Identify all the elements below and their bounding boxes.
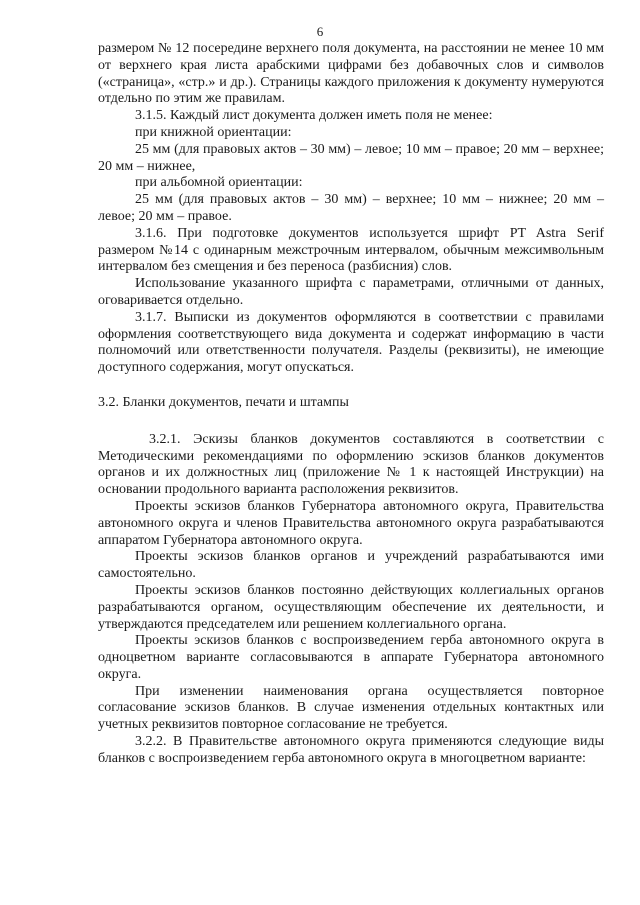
paragraph-landscape-label: при альбомной ориентации: xyxy=(135,175,303,191)
section-heading: 3.2. Бланки документов, печати и штампы xyxy=(98,394,349,410)
paragraph-margins-intro: 3.1.5. Каждый лист документа должен иметь поля не менее: xyxy=(135,108,493,124)
paragraph-page-numbering: размером № 12 посередине верхнего поля документа, на расстоянии не менее 10 мм от верхнего края листа арабскими цифрами без добавочных слов и символов («страница», «стр.» и др.). Страницы каждого приложения к документу нумеруются отдельно по этим же правилам. xyxy=(98,41,604,107)
paragraph-rename-approval: При изменении наименования органа осуществляется повторное согласование эскизов бланков. В случае изменения отдельных контактных или учетных реквизитов повторное согласование не требуется. xyxy=(98,683,604,733)
page-number: 6 xyxy=(316,24,324,39)
paragraph-coat-of-arms-blanks: Проекты эскизов бланков с воспроизведением герба автономного округа в одноцветном варианте согласовываются в аппарате Губернатора автономного округа. xyxy=(98,633,604,682)
paragraph-extracts: 3.1.7. Выписки из документов оформляются в соответствии с правилами оформления соответствующего вида документа и содержат информацию в части полномочий или ответственности получателя. Разделы (реквизиты), не имеющие доступного содержания, могут опускаться. xyxy=(98,309,604,376)
document-body xyxy=(98,41,604,768)
paragraph-font-exception: Использование указанного шрифта с параметрами, отличными от данных, оговаривается отдельно. xyxy=(98,276,604,308)
paragraph-portrait-margins: 25 мм (для правовых актов – 30 мм) – левое; 10 мм – правое; 20 мм – верхнее; 20 мм – нижнее, xyxy=(98,141,604,174)
paragraph-blank-sketches: 3.2.1. Эскизы бланков документов составляются в соответствии с Методическими рекомендациями по оформлению эскизов бланков документов органов и их должностных лиц (приложение № 1 к настоящей Инструкции) на основании продольного варианта расположения реквизитов. xyxy=(98,431,604,498)
paragraph-governor-blanks: Проекты эскизов бланков Губернатора автономного округа, Правительства автономного округа и членов Правительства автономного округа разрабатываются аппаратом Губернатора автономного округа. xyxy=(98,498,604,548)
paragraph-font: 3.1.6. При подготовке документов используется шрифт PT Astra Serif размером №14 с одинарным межстрочным интервалом, обычным межсимвольным интервалом без смещения и без переноса (разбисния) слов. xyxy=(98,225,604,275)
paragraph-collegial-blanks: Проекты эскизов бланков постоянно действующих коллегиальных органов разрабатываются органом, осуществляющим обеспечение их деятельности, и утверждаются председателем или решением коллегиального органа. xyxy=(98,582,604,632)
paragraph-portrait-label: при книжной ориентации: xyxy=(135,124,292,140)
paragraph-blank-types: 3.2.2. В Правительстве автономного округа применяются следующие виды бланков с воспроизведением герба автономного округа в многоцветном варианте: xyxy=(98,734,604,766)
paragraph-organ-blanks: Проекты эскизов бланков органов и учреждений разрабатываются ими самостоятельно. xyxy=(98,549,604,582)
paragraph-landscape-margins: 25 мм (для правовых актов – 30 мм) – верхнее; 10 мм – нижнее; 20 мм – левое; 20 мм – правое. xyxy=(98,192,604,224)
